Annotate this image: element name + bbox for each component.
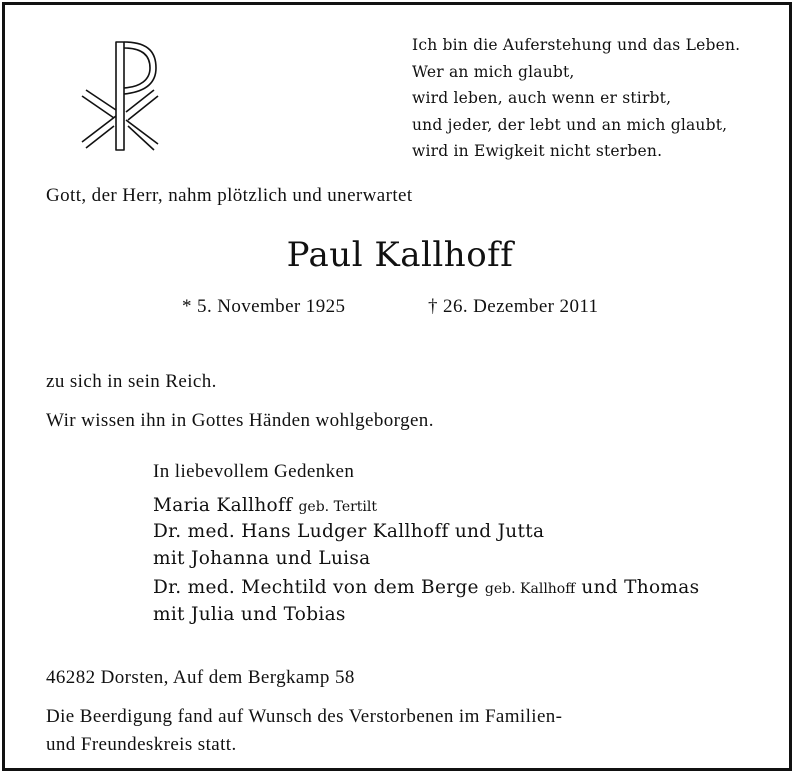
verse-line: Wer an mich glaubt, [412, 62, 575, 81]
mourner-name: Dr. med. Mechtild von dem Berge [153, 577, 479, 598]
maiden-name-note: geb. Tertilt [298, 499, 378, 515]
body-line-2: Wir wissen ihn in Gottes Händen wohlgeborgen. [46, 410, 434, 431]
mourner-hans: Dr. med. Hans Ludger Kallhoff und Jutta [153, 521, 545, 542]
mourner-partner: und Thomas [581, 577, 700, 598]
funeral-line-1: Die Beerdigung fand auf Wunsch des Verstorbenen im Familien- [46, 706, 563, 727]
maiden-name-note: geb. Kallhoff [484, 581, 576, 597]
deceased-name: Paul Kallhoff [286, 235, 514, 275]
mourner-maria [153, 495, 377, 516]
mourners-heading: In liebevollem Gedenken [153, 461, 355, 482]
birth-date: * 5. November 1925 [182, 296, 346, 317]
verse-line: und jeder, der lebt und an mich glaubt, [412, 115, 728, 134]
funeral-line-2: und Freundeskreis statt. [46, 734, 237, 755]
verse-line: wird leben, auch wenn er stirbt, [412, 89, 672, 107]
address: 46282 Dorsten, Auf dem Bergkamp 58 [46, 667, 355, 688]
verse-line: Ich bin die Auferstehung und das Leben. [412, 36, 741, 54]
mourner-name: Maria Kallhoff [153, 495, 293, 516]
mourner-mechtild-children: mit Julia und Tobias [153, 604, 346, 625]
bible-verse [412, 32, 740, 165]
chi-rho-icon [78, 38, 160, 156]
verse-line: wird in Ewigkeit nicht sterben. [412, 142, 663, 160]
intro-text: Gott, der Herr, nahm plötzlich und unerwartet [46, 185, 413, 206]
body-line-1: zu sich in sein Reich. [46, 371, 217, 392]
mourner-hans-children: mit Johanna und Luisa [153, 548, 371, 569]
mourner-mechtild [153, 577, 699, 598]
death-date: † 26. Dezember 2011 [428, 296, 599, 317]
